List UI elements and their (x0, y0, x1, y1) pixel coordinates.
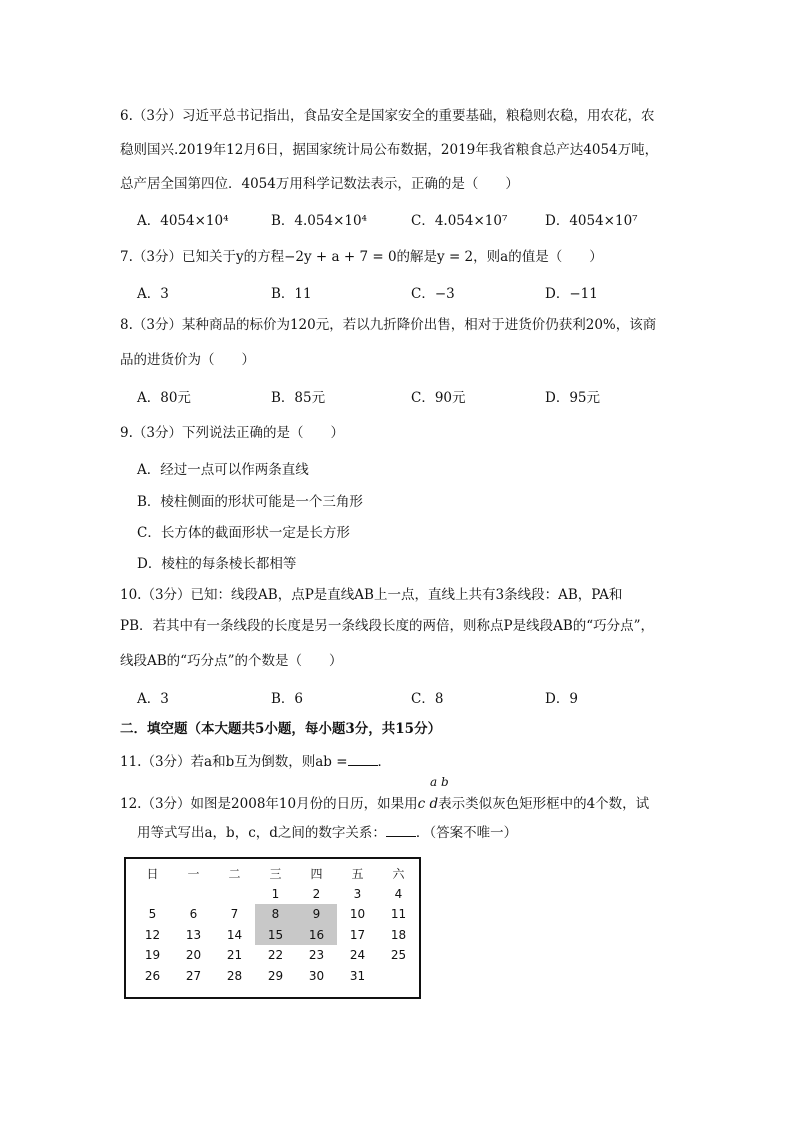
q12-line2 (137, 821, 517, 841)
q12-text-c: 用等式写出a，b，c，d之间的数字关系： (137, 825, 386, 841)
calendar-day-cell: 20 (185, 948, 202, 963)
calendar-week-row (132, 966, 419, 987)
q8-option-c[interactable]: C．90元 (411, 390, 466, 406)
calendar-day-cell: 24 (349, 948, 366, 963)
calendar-day-cell: 18 (390, 927, 407, 942)
q8-option-d[interactable]: D．95元 (545, 390, 601, 406)
calendar-header-cell: 四 (310, 866, 323, 881)
calendar-day-cell: 29 (267, 968, 284, 983)
q12-text-a: 12.（3分）如图是2008年10月份的日历，如果用 (120, 796, 418, 812)
calendar-day-cell: 5 (148, 907, 157, 922)
q7-option-c[interactable]: C．−3 (411, 286, 455, 302)
q11-tail: ． (377, 754, 392, 770)
q6-line3: 总产居全国第四位．4054万用科学记数法表示，正确的是（ ） (120, 176, 519, 192)
q6-option-d[interactable]: D．4054×10⁷ (545, 213, 638, 229)
calendar-header-cell: 二 (228, 866, 241, 881)
calendar-day-cell: 30 (308, 968, 325, 983)
calendar-header-row (132, 863, 419, 884)
calendar-day-cell: 4 (394, 886, 403, 901)
calendar-header-cell: 日 (146, 866, 159, 881)
calendar-day-cell: 31 (349, 968, 366, 983)
q6-option-c[interactable]: C．4.054×10⁷ (411, 213, 508, 229)
q9-line1: 9.（3分）下列说法正确的是（ ） (120, 425, 344, 441)
calendar-day-cell: 25 (390, 948, 407, 963)
calendar-day-cell: 11 (390, 907, 407, 922)
calendar-header-cell: 三 (269, 866, 282, 881)
q7-line1: 7.（3分）已知关于y的方程−2y + a + 7 = 0的解是y = 2，则a的值是（ ） (120, 249, 603, 265)
q8-line2: 品的进货价为（ ） (120, 352, 255, 368)
q10-option-d[interactable]: D．9 (545, 691, 578, 707)
calendar-day-cell: 19 (144, 948, 161, 963)
calendar-table (132, 863, 419, 986)
q6-option-a[interactable]: A．4054×10⁴ (137, 213, 229, 229)
calendar-week-row (132, 925, 419, 946)
calendar-day-cell (378, 966, 419, 987)
calendar-day-cell: 2 (312, 886, 321, 901)
q12-text-b: 表示类似灰色矩形框中的4个数，试 (438, 796, 650, 812)
calendar-day-cell: 23 (308, 948, 325, 963)
q11-text: 11.（3分）若a和b互为倒数，则ab = (120, 754, 348, 770)
q6-line1: 6.（3分）习近平总书记指出，食品安全是国家安全的重要基础，粮稳则农稳，用农花，农 (120, 108, 655, 124)
q7-option-b[interactable]: B．11 (271, 286, 312, 302)
calendar-day-cell: 26 (144, 968, 161, 983)
q9-option-a[interactable]: A．经过一点可以作两条直线 (137, 462, 309, 478)
calendar-week-row (132, 945, 419, 966)
calendar-day-cell: 22 (267, 948, 284, 963)
calendar-week-row (132, 884, 419, 905)
q10-option-c[interactable]: C．8 (411, 691, 444, 707)
section-title-fill-in: 二．填空题（本大题共5小题，每小题3分，共15分） (120, 721, 442, 737)
calendar-day-cell: 7 (230, 907, 239, 922)
calendar-day-cell (173, 884, 214, 905)
q10-option-b[interactable]: B．6 (271, 691, 304, 707)
calendar-day-cell: 28 (226, 968, 243, 983)
calendar-day-cell: 13 (185, 927, 202, 942)
q12-stack-top: a b (430, 775, 449, 789)
calendar-day-cell: 14 (226, 927, 243, 942)
q9-option-d[interactable]: D．棱柱的每条棱长都相等 (137, 556, 297, 572)
q7-option-d[interactable]: D．−11 (545, 286, 598, 302)
q8-option-a[interactable]: A．80元 (137, 390, 191, 406)
calendar-day-cell: 1 (271, 886, 280, 901)
calendar-day-cell: 3 (353, 886, 362, 901)
q11-answer-blank[interactable] (348, 751, 378, 766)
q12-line1 (120, 792, 649, 812)
calendar-header-cell: 五 (351, 866, 364, 881)
calendar-week-row (132, 904, 419, 925)
q8-line1: 8.（3分）某种商品的标价为120元，若以九折降价出售，相对于进货价仍获利20%，该商 (120, 317, 657, 333)
q10-line2: PB．若其中有一条线段的长度是另一条线段长度的两倍，则称点P是线段AB的“巧分点”， (120, 618, 655, 634)
calendar-figure (124, 857, 421, 999)
q8-option-b[interactable]: B．85元 (271, 390, 326, 406)
q10-line1: 10.（3分）已知：线段AB，点P是直线AB上一点，直线上共有3条线段：AB，PA和 (120, 587, 623, 603)
q7-option-a[interactable]: A．3 (137, 286, 169, 302)
q9-option-c[interactable]: C．长方体的截面形状一定是长方形 (137, 525, 350, 541)
calendar-day-cell-highlighted: 15 (255, 925, 296, 946)
calendar-day-cell (132, 884, 173, 905)
calendar-header-cell: 一 (187, 866, 200, 881)
q11-line1 (120, 750, 391, 770)
calendar-day-cell: 21 (226, 948, 243, 963)
q6-line2: 稳则国兴.2019年12月6日，据国家统计局公布数据，2019年我省粮食总产达4054万吨， (120, 142, 659, 158)
q10-option-a[interactable]: A．3 (137, 691, 169, 707)
calendar-day-cell: 6 (189, 907, 198, 922)
calendar-day-cell: 27 (185, 968, 202, 983)
q12-stack-bottom: c d (417, 796, 439, 812)
calendar-header-cell: 六 (392, 866, 405, 881)
calendar-day-cell-highlighted: 16 (296, 925, 337, 946)
calendar-day-cell: 10 (349, 907, 366, 922)
q12-text-d: ．（答案不唯一） (415, 825, 518, 841)
q6-option-b[interactable]: B．4.054×10⁴ (271, 213, 367, 229)
q10-line3: 线段AB的“巧分点”的个数是（ ） (120, 653, 343, 669)
q12-answer-blank[interactable] (386, 822, 416, 837)
calendar-day-cell-highlighted: 9 (296, 904, 337, 925)
calendar-day-cell-highlighted: 8 (255, 904, 296, 925)
calendar-day-cell (214, 884, 255, 905)
calendar-day-cell: 12 (144, 927, 161, 942)
q9-option-b[interactable]: B．棱柱侧面的形状可能是一个三角形 (137, 494, 363, 510)
calendar-day-cell: 17 (349, 927, 366, 942)
